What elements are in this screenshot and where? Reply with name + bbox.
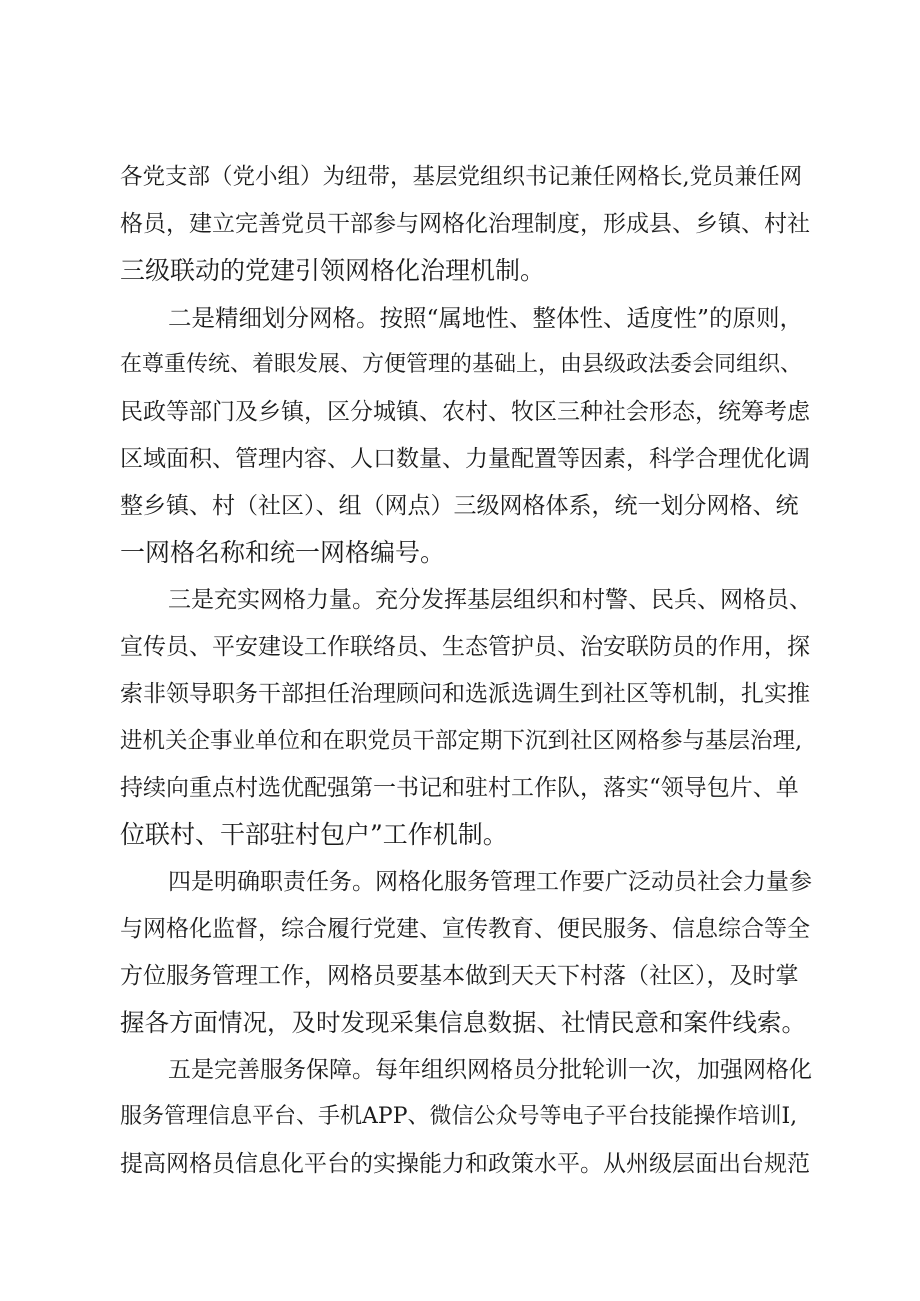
line-text: 方位服务管理工作，网格员要基本做到天天下村落（社区），及时掌 [120, 963, 799, 989]
line-text: 一网格名称和统一网格编号。 [120, 538, 446, 567]
text-line [0, 532, 920, 574]
text-line [0, 767, 920, 809]
text-line [0, 908, 920, 950]
text-line [0, 626, 920, 668]
text-line [0, 391, 920, 433]
text-line [0, 955, 920, 997]
text-line [0, 1096, 920, 1138]
text-line [0, 814, 920, 856]
line-text: 三是充实网格力量。充分发挥基层组织和村警、民兵、网格员、 [168, 587, 812, 613]
text-line [0, 297, 920, 339]
text-line [0, 1143, 920, 1185]
line-text: 宣传员、平安建设工作联络员、生态管护员、治安联防员的作用，探 [120, 634, 810, 660]
text-line [0, 485, 920, 527]
line-text: 四是明确职责任务。网格化服务管理工作要广泛动员社会力量参 [168, 869, 812, 895]
text-line [0, 861, 920, 903]
text-line [0, 673, 920, 715]
text-line [0, 156, 920, 198]
line-text: 各党支部（党小组）为纽带，基层党组织书记兼任网格长,党员兼任网 [120, 164, 803, 190]
text-line [0, 720, 920, 762]
line-text: 在尊重传统、着眼发展、方便管理的基础上，由县级政法委会同组织、 [120, 352, 803, 377]
line-text: 民政等部门及乡镇，区分城镇、农村、牧区三种社会形态，统筹考虑 [120, 399, 810, 425]
line-text: 握各方面情况，及时发现采集信息数据、社情民意和案件线索。 [120, 1008, 806, 1037]
line-text: 格员，建立完善党员干部参与网格化治理制度，形成县、乡镇、村社 [120, 211, 810, 237]
text-line [0, 1002, 920, 1044]
line-text: 三级联动的党建引领网格化治理机制。 [120, 256, 546, 285]
line-text: 二是精细划分网格。按照“属地性、整体性、适度性”的原则， [168, 304, 804, 332]
text-line [0, 1049, 920, 1091]
line-text: 进机关企事业单位和在职党员干部定期下沉到社区网格参与基层治理, [120, 728, 803, 754]
text-line [0, 250, 920, 292]
line-text: 位联村、干部驻村包户”工作机制。 [120, 820, 508, 849]
line-text: 五是完善服务保障。每年组织网格员分批轮训一次，加强网格化 [168, 1057, 812, 1083]
text-line [0, 438, 920, 480]
line-text: 提高网格员信息化平台的实操能力和政策水平。从州级层面出台规范 [120, 1151, 810, 1177]
line-text: 持续向重点村选优配强第一书记和驻村工作队，落实“领导包片、单 [120, 775, 799, 801]
line-text: 与网格化监督，综合履行党建、宣传教育、便民服务、信息综合等全 [120, 916, 810, 942]
line-text: 服务管理信息平台、手机APP、微信公众号等电子平台技能操作培训I, [120, 1104, 798, 1129]
text-line [0, 579, 920, 621]
text-line [0, 344, 920, 386]
line-text: 索非领导职务干部担任治理顾问和选派选调生到社区等机制，扎实推 [120, 681, 810, 707]
line-text: 区域面积、管理内容、人口数量、力量配置等因素，科学合理优化调 [120, 446, 810, 472]
text-line [0, 203, 920, 245]
line-text: 整乡镇、村（社区）、组（网点）三级网格体系，统一划分网格、统 [120, 493, 799, 519]
